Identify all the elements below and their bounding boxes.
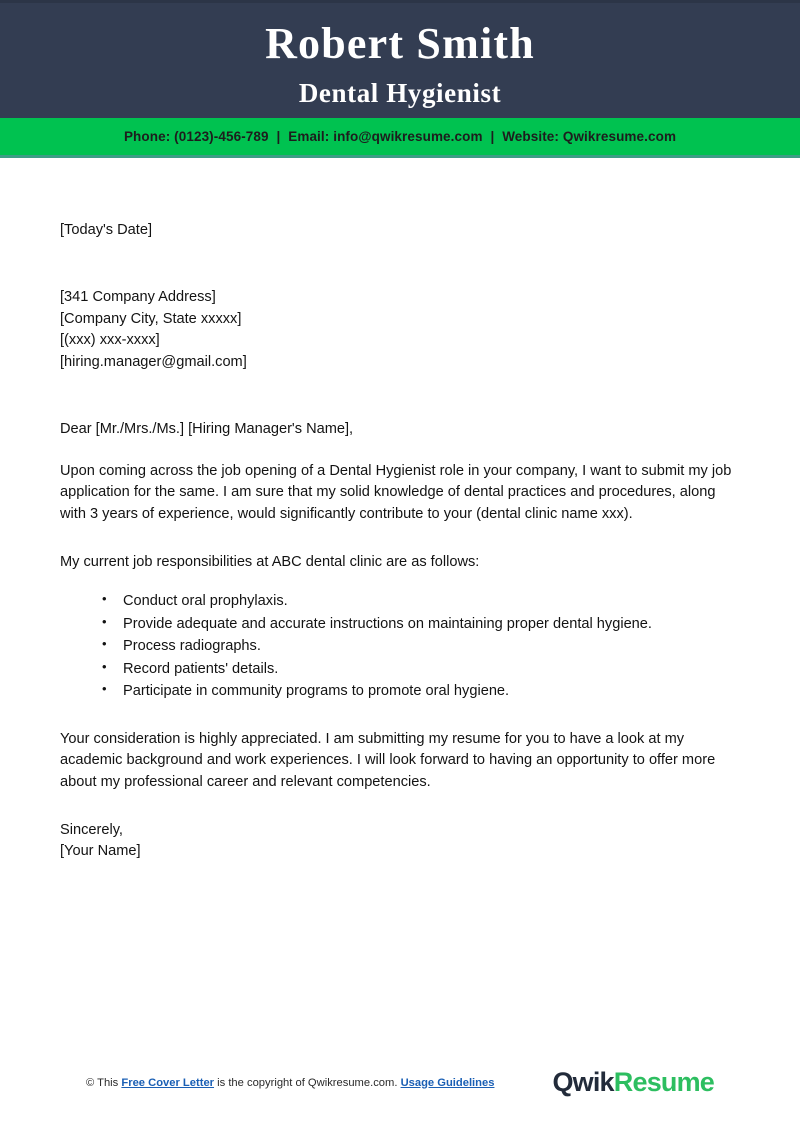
applicant-job-title: Dental Hygienist (298, 78, 502, 108)
letter-body (0, 158, 800, 863)
list-item: • Conduct oral prophylaxis. (102, 590, 740, 612)
recipient-city-line: [Company City, State xxxxx] (60, 310, 242, 327)
website-label: Website: (502, 129, 559, 144)
email-label: Email: (288, 129, 330, 144)
recipient-email-line: [hiring.manager@gmail.com] (60, 353, 247, 370)
recipient-address-block (60, 287, 740, 373)
letter-date: [Today's Date] (60, 222, 153, 238)
signoff-name: [Your Name] (60, 843, 141, 860)
footer-credit-middle: is the copyright of Qwikresume.com. (214, 1076, 401, 1089)
email-value[interactable]: info@qwikresume.com (333, 129, 483, 144)
contact-line (124, 129, 676, 144)
contact-separator-2: | (490, 129, 495, 144)
website-value[interactable]: Qwikresume.com (562, 129, 677, 144)
signoff-closing: Sincerely, (60, 822, 123, 839)
qwikresume-logo[interactable] (552, 1069, 714, 1096)
usage-guidelines-link[interactable]: Usage Guidelines (400, 1076, 495, 1089)
phone-label: Phone: (123, 129, 171, 144)
footer-credit-text (86, 1077, 494, 1089)
applicant-name: Robert Smith (265, 19, 535, 68)
list-item: • Provide adequate and accurate instructions on maintaining proper dental hygiene. (102, 613, 740, 635)
letter-salutation: Dear [Mr./Mrs./Ms.] [Hiring Manager's Name], (60, 421, 354, 438)
list-item: • Participate in community programs to promote oral hygiene. (102, 680, 740, 702)
responsibilities-list (60, 590, 740, 702)
responsibilities-intro: My current job responsibilities at ABC dental clinic are as follows: (60, 553, 480, 570)
page-footer (0, 1060, 800, 1105)
recipient-address-line: [341 Company Address] (60, 289, 216, 306)
logo-text-qwik: Qwik (552, 1067, 614, 1097)
letter-opening-paragraph: Upon coming across the job opening of a Dental Hygienist role in your company, I want to submit my job application for the same. I am sure that my solid knowledge of dental practices and procedures, along with 3 years of experience, would significantly contribute to your (dental clinic name xxx). (60, 462, 732, 522)
list-item: • Record patients' details. (102, 658, 740, 680)
letter-closing-paragraph: Your consideration is highly appreciated. I am submitting my resume for you to have a look at my academic background and work experiences. I will look forward to having an opportunity to offer more about my professional career and relevant competencies. (60, 730, 716, 790)
phone-value: (0123)-456-789 (174, 129, 269, 144)
contact-separator-1: | (276, 129, 281, 144)
logo-text-resume: Resume (613, 1067, 715, 1097)
list-item: • Process radiographs. (102, 635, 740, 657)
contact-band (0, 118, 800, 158)
header-band (0, 0, 800, 118)
letter-signoff (60, 820, 740, 863)
recipient-phone-line: [(xxx) xxx-xxxx] (60, 332, 160, 349)
free-cover-letter-link[interactable]: Free Cover Letter (121, 1076, 215, 1089)
footer-credit-prefix: © This (85, 1076, 122, 1089)
